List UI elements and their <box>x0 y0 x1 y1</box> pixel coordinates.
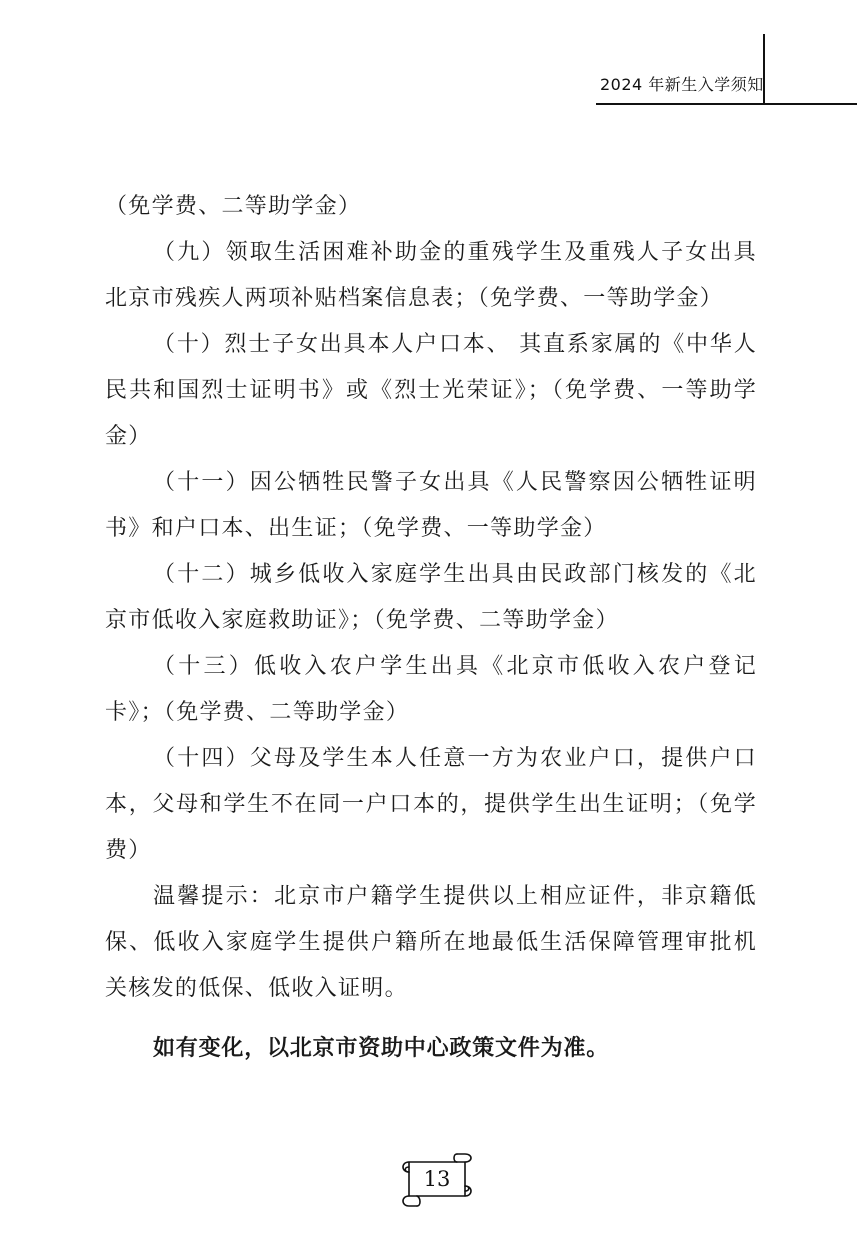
paragraph-item-11: （十一）因公牺牲民警子女出具《人民警察因公牺牲证明书》和户口本、出生证；（免学费、一等助学金） <box>105 470 757 541</box>
page-body <box>105 184 757 1072</box>
paragraph-continuation: （免学费、二等助学金） <box>105 194 362 219</box>
paragraph-reminder: 温馨提示：北京市户籍学生提供以上相应证件，非京籍低保、低收入家庭学生提供户籍所在地最低生活保障管理审批机关核发的低保、低收入证明。 <box>105 884 757 1001</box>
paragraph-item-9: （九）领取生活困难补助金的重残学生及重残人子女出具北京市残疾人两项补贴档案信息表；（免学费、一等助学金） <box>105 240 757 311</box>
paragraph-item-13: （十三）低收入农户学生出具《北京市低收入农户登记卡》；（免学费、二等助学金） <box>105 654 757 725</box>
paragraph-item-12: （十二）城乡低收入家庭学生出具由民政部门核发的《北京市低收入家庭救助证》；（免学费、二等助学金） <box>105 562 757 633</box>
header-horizontal-rule <box>596 103 857 105</box>
page-number-scroll <box>397 1152 477 1208</box>
paragraph-item-14: （十四）父母及学生本人任意一方为农业户口，提供户口本，父母和学生不在同一户口本的，提供学生出生证明；（免学费） <box>105 746 757 863</box>
paragraph-policy-note: 如有变化，以北京市资助中心政策文件为准。 <box>153 1036 610 1061</box>
running-header-title: 2024 年新生入学须知 <box>600 75 764 94</box>
page-number: 13 <box>423 1167 451 1191</box>
paragraph-item-10: （十）烈士子女出具本人户口本、 其直系家属的《中华人民共和国烈士证明书》或《烈士光荣证》；（免学费、一等助学金） <box>105 332 757 449</box>
